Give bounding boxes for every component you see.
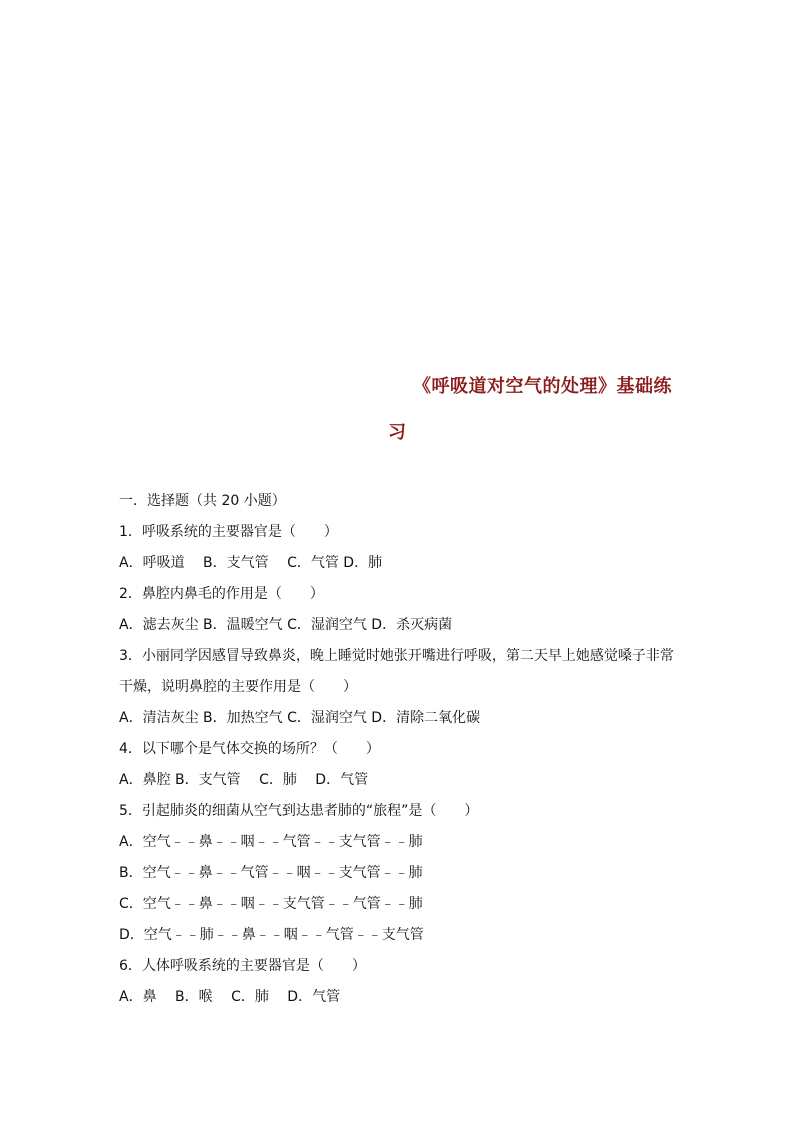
question-2-stem: 2．鼻腔内鼻毛的作用是（ ） — [119, 586, 324, 602]
section-heading: 一．选择题（共 20 小题） — [119, 493, 286, 509]
question-6-stem: 6．人体呼吸系统的主要器官是（ ） — [119, 958, 366, 974]
question-5-option-b: B．空气﹣﹣鼻﹣﹣气管﹣﹣咽﹣﹣支气管﹣﹣肺 — [119, 865, 423, 881]
question-4-stem: 4．以下哪个是气体交换的场所？（ ） — [119, 741, 380, 757]
question-list — [119, 486, 679, 1013]
question-3-options: A．清洁灰尘 B．加热空气 C．湿润空气 D．清除二氧化碳 — [119, 710, 481, 726]
question-5-option-c: C．空气﹣﹣鼻﹣﹣咽﹣﹣支气管﹣﹣气管﹣﹣肺 — [119, 896, 423, 912]
question-5-option-a: A．空气﹣﹣鼻﹣﹣咽﹣﹣气管﹣﹣支气管﹣﹣肺 — [119, 834, 423, 850]
question-1-stem: 1．呼吸系统的主要器官是（ ） — [119, 524, 338, 540]
question-2-options: A．滤去灰尘 B．温暖空气 C．湿润空气 D．杀灭病菌 — [119, 617, 453, 633]
question-3-stem-line-1: 3．小丽同学因感冒导致鼻炎，晚上睡觉时她张开嘴进行呼吸，第二天早上她感觉嗓子非常 — [119, 648, 674, 664]
question-4-options: A．鼻腔 B．支气管 C．肺 D．气管 — [119, 772, 369, 788]
question-1-options: A．呼吸道 B．支气管 C．气管 D．肺 — [119, 555, 383, 571]
question-6-options: A．鼻 B．喉 C．肺 D．气管 — [119, 989, 341, 1005]
document-title-line-2: 习 — [388, 422, 406, 443]
question-5-stem: 5．引起肺炎的细菌从空气到达患者肺的“旅程”是（ ） — [119, 803, 479, 819]
document-title-line-1: 《呼吸道对空气的处理》基础练 — [413, 376, 672, 397]
question-5-option-d: D．空气﹣﹣肺﹣﹣鼻﹣﹣咽﹣﹣气管﹣﹣支气管 — [119, 927, 424, 943]
question-3-stem-line-2: 干燥，说明鼻腔的主要作用是（ ） — [119, 679, 357, 695]
